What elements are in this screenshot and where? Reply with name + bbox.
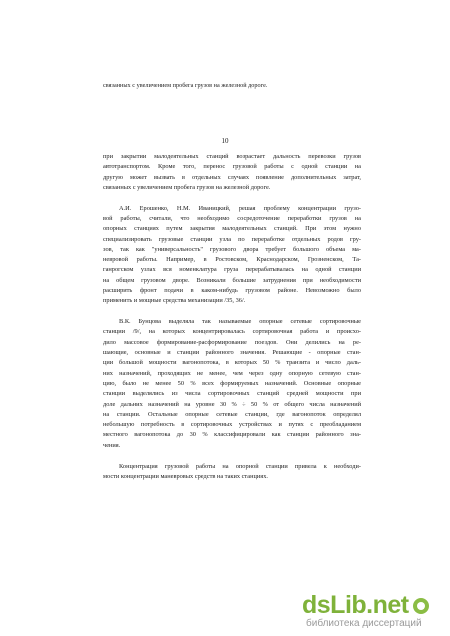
text-line: на станции. Остальные опорные сетевые станции, где вагонопоток определял xyxy=(103,410,361,418)
watermark-logo: dsLib.net xyxy=(302,591,409,619)
paragraph-2 xyxy=(103,204,361,307)
text-line: связанных с увеличением пробега грузов на железной дороге. xyxy=(103,183,271,191)
circle-logo-icon xyxy=(413,598,429,614)
text-line: автотранспортом. Кроме того, перенос грузовой работы с одной станции на xyxy=(103,163,361,171)
text-line: станции /9/, на которых концентрировалась сортировочная работа и происхо- xyxy=(103,328,361,336)
text-line: станции выделялись из числа сортировочных станций средней мощности при xyxy=(103,390,361,398)
document-body xyxy=(103,152,361,482)
text-line: опорных станциях путем закрытия малодеятельных станций. При этом нужно xyxy=(103,225,361,233)
text-line: другую может вызвать в отдельных случаях появление дополнительных затрат, xyxy=(103,173,361,181)
text-line: специализировать грузовые станции узла по переработке отдельных родов гру- xyxy=(103,235,361,243)
text-line: небольшую потребность в сортировочных устройствах и путях с преобладанием xyxy=(103,421,361,429)
page-number: 10 xyxy=(221,137,229,145)
paragraph-3 xyxy=(103,317,361,451)
text-line: дило массовое формирование-расформирование поездов. Они делились на ре- xyxy=(103,338,361,346)
previous-page-line: связанных с увеличением пробега грузов на железной дороге. xyxy=(103,82,268,89)
text-line: доле дальних назначений на уровне 30 % ÷ 50 % от общего числа назначений xyxy=(103,400,361,408)
text-line: применить и мощные средства механизации /35, 36/. xyxy=(103,297,246,305)
text-line: мости концентрации маневровых средств на таких станциях. xyxy=(103,472,268,480)
text-line: А.И. Ерошенко, Н.М. Иваницкий, решая проблему концентрации грузо- xyxy=(119,204,361,212)
text-line: местного вагонопотока до 30 % классифицировали как станции районного зна- xyxy=(103,431,361,439)
paragraph-4 xyxy=(103,462,361,483)
text-line: вой работы, считали, что необходимо сосредоточение переработки грузов на xyxy=(103,214,361,222)
text-line: В.К. Бунцова выделяла так называемые опорные сетевые сортировочные xyxy=(119,318,361,326)
text-line: ганрогском узлах вся номенклатура груза перерабатывалась на одной станции xyxy=(103,266,361,274)
text-line: зов, так как "универсальность" грузового двора требует большого объема ма- xyxy=(103,245,361,253)
dslib-watermark[interactable] xyxy=(298,589,448,633)
paragraph-1 xyxy=(103,152,361,193)
text-line: шающие, основные и станции районного значения. Решающие - опорные стан- xyxy=(103,349,361,357)
text-line: при закрытии малодеятельных станций возрастает дальность перевозки грузов xyxy=(103,153,361,160)
text-line: на общем грузовом дворе. Возникали большие затруднения при необходимости xyxy=(103,276,361,284)
text-line: Концентрация грузовой работы на опорной станции привела к необходи- xyxy=(119,462,361,470)
text-line: ции большой мощности вагонопотока, в которых 50 % транзита и число даль- xyxy=(103,359,361,367)
text-line: чения. xyxy=(103,441,121,449)
text-line: невровой работы. Например, в Ростовском, Краснодарском, Грозненском, Та- xyxy=(103,256,361,264)
text-line: цию, было не менее 50 % всех формируемых назначений. Основные опорные xyxy=(103,379,361,387)
text-line: расширить фронт подачи в каком-нибудь грузовом районе. Невозможно было xyxy=(103,287,361,295)
watermark-caption: библиотека диссертаций xyxy=(306,618,422,629)
watermark-logo-row xyxy=(302,591,429,620)
text-line: них назначений, проходящих не менее, чем через одну опорную сетевую стан- xyxy=(103,369,361,377)
